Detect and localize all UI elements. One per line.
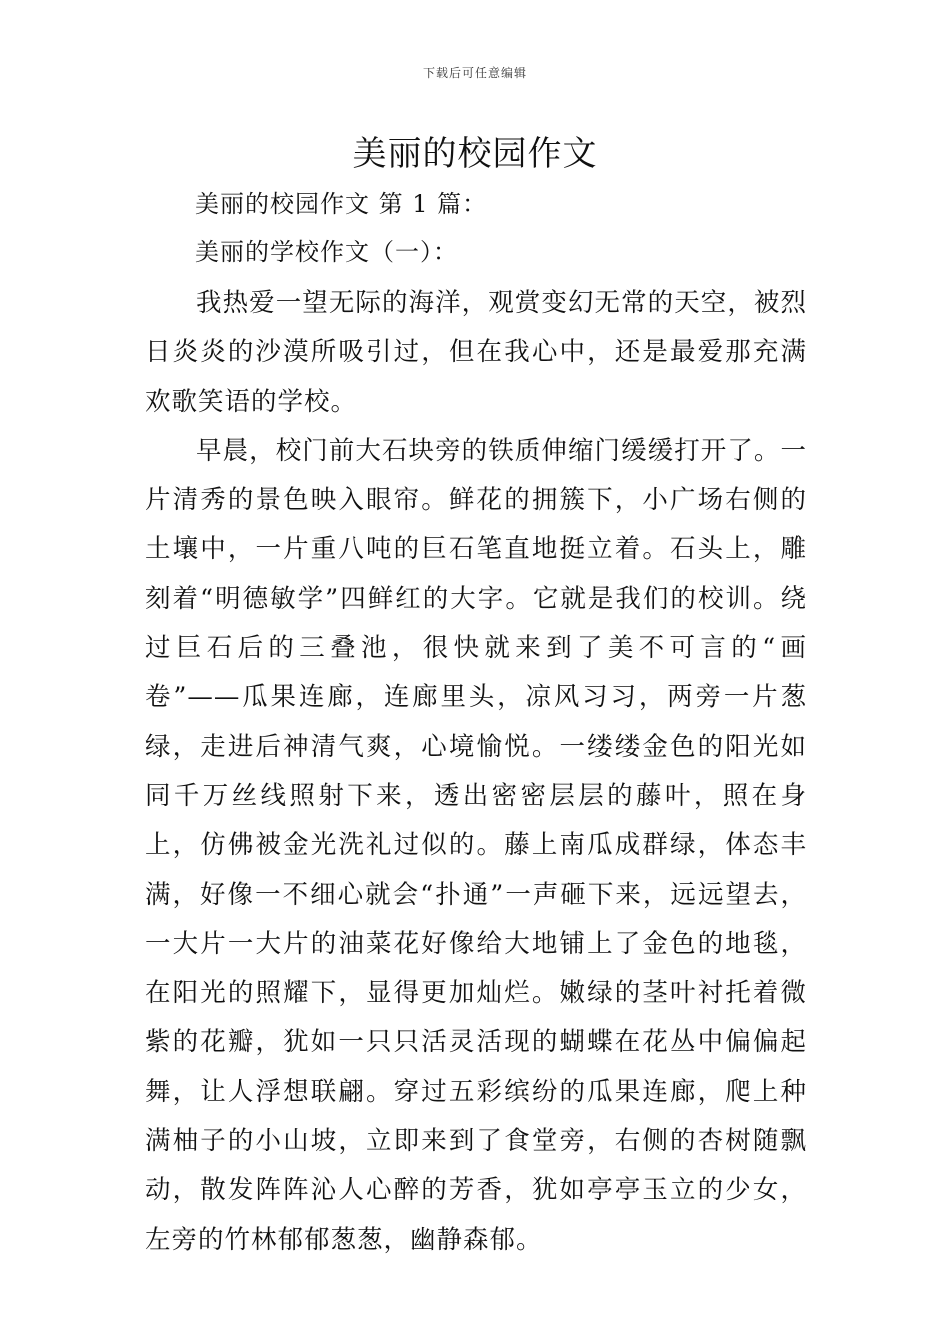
section-line: 美丽的学校作文（一）： — [195, 238, 458, 266]
document-title: 美丽的校园作文 — [352, 134, 598, 174]
header-note: 下载后可任意编辑 — [422, 66, 527, 80]
paragraph: 早晨，校门前大石块旁的铁质伸缩门缓缓打开了。一片清秀的景色映入眼帘。鲜花的拥簇下，小广场右侧的土壤中，一片重八吨的巨石笔直地挺立着。石头上，雕刻着“明德敏学”四鲜红的大字。它就是我们的校训。绕过巨石后的三叠池，很快就来到了美不可言的“画卷”——瓜果连廊，连廊里头，凉风习习，两旁一片葱绿，走进后神清气爽，心境愉悦。一缕缕金色的阳光如同千万丝线照射下来，透出密密层层的藤叶，照在身上，仿佛被金光洗礼过似的。藤上南瓜成群绿，体态丰满，好像一不细心就会“扑通”一声砸下来，远远望去，一大片一大片的油菜花好像给大地铺上了金色的地毯，在阳光的照耀下，显得更加灿烂。嫩绿的茎叶衬托着微紫的花瓣，犹如一只只活灵活现的蝴蝶在花丛中偏偏起舞，让人浮想联翩。穿过五彩缤纷的瓜果连廊，爬上种满柚子的小山坡，立即来到了食堂旁，右侧的杏树随飘动，散发阵阵沁人心醉的芳香，犹如亭亭玉立的少女，左旁的竹林郁郁葱葱，幽静森郁。 — [145, 435, 807, 1255]
body-text — [145, 279, 807, 1265]
paragraph: 我热爱一望无际的海洋，观赏变幻无常的天空，被烈日炎炎的沙漠所吸引过，但在我心中，还是最爱那充满欢歌笑语的学校。 — [145, 288, 807, 417]
chapter-line: 美丽的校园作文 第 1 篇： — [195, 190, 488, 218]
